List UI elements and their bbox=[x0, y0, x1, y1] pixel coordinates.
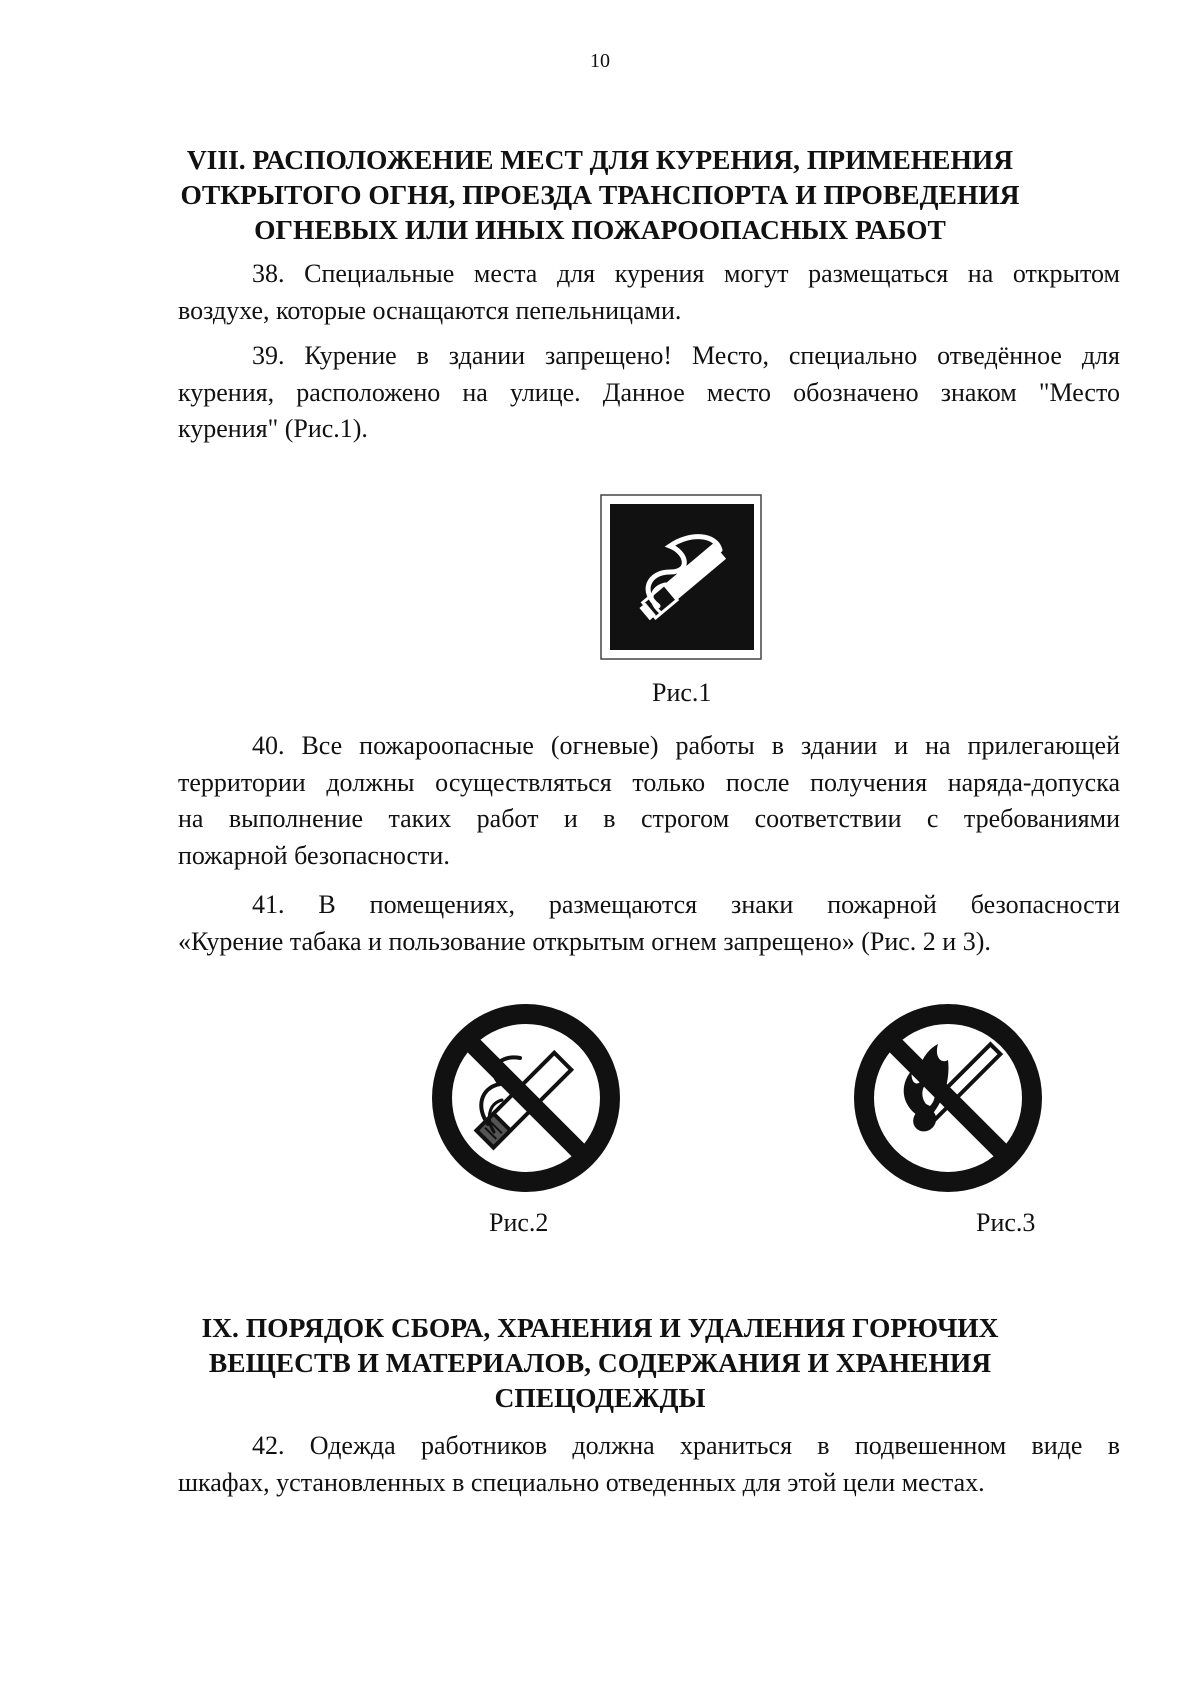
section-9-heading bbox=[150, 1310, 1050, 1415]
paragraph-41 bbox=[178, 887, 1120, 960]
section-9-heading-line: ВЕЩЕСТВ И МАТЕРИАЛОВ, СОДЕРЖАНИЯ И ХРАНЕНИЯ bbox=[208, 1347, 992, 1378]
figure-2 bbox=[428, 1000, 624, 1201]
page-number: 10 bbox=[590, 50, 610, 72]
figure-1-caption: Рис.1 bbox=[652, 678, 712, 707]
section-8-heading-line: ОГНЕВЫХ ИЛИ ИНЫХ ПОЖАРООПАСНЫХ РАБОТ bbox=[254, 214, 946, 245]
figure-3-caption: Рис.3 bbox=[976, 1208, 1036, 1237]
section-8-heading-line: ОТКРЫТОГО ОГНЯ, ПРОЕЗДА ТРАНСПОРТА И ПРОВЕДЕНИЯ bbox=[180, 179, 1020, 210]
section-8-heading-line: VIII. РАСПОЛОЖЕНИЕ МЕСТ ДЛЯ КУРЕНИЯ, ПРИМЕНЕНИЯ bbox=[186, 144, 1014, 175]
paragraph-42 bbox=[178, 1428, 1120, 1501]
figure-3 bbox=[850, 1000, 1046, 1201]
paragraph-line: 38. Специальные места для курения могут размещаться на открытом bbox=[252, 259, 1120, 288]
paragraph-line: 39. Курение в здании запрещено! Место, специально отведённое для bbox=[252, 341, 1120, 370]
section-9-heading-line: IX. ПОРЯДОК СБОРА, ХРАНЕНИЯ И УДАЛЕНИЯ ГОРЮЧИХ bbox=[201, 1312, 999, 1343]
paragraph-line: на выполнение таких работ и в строгом соответствии с требованиями bbox=[178, 804, 1120, 833]
paragraph-line: курения" (Рис.1). bbox=[178, 414, 368, 443]
section-8-heading bbox=[150, 142, 1050, 247]
paragraph-line: 41. В помещениях, размещаются знаки пожарной безопасности bbox=[252, 890, 1120, 919]
paragraph-39 bbox=[178, 338, 1120, 448]
smoking-area-sign-icon bbox=[600, 494, 764, 662]
paragraph-line: 42. Одежда работников должна храниться в подвешенном виде в bbox=[252, 1431, 1120, 1460]
figure-1 bbox=[600, 494, 764, 667]
paragraph-line: пожарной безопасности. bbox=[178, 840, 450, 870]
section-9-heading-line: СПЕЦОДЕЖДЫ bbox=[494, 1382, 706, 1413]
paragraph-line: шкафах, установленных в специально отведенных для этой цели местах. bbox=[178, 1467, 985, 1497]
no-open-flame-sign-icon bbox=[850, 1000, 1046, 1196]
paragraph-40 bbox=[178, 728, 1120, 874]
paragraph-line: «Курение табака и пользование открытым огнем запрещено» (Рис. 2 и 3). bbox=[178, 926, 991, 956]
paragraph-line: курения, расположено на улице. Данное место обозначено знаком "Место bbox=[178, 377, 1120, 407]
paragraph-line: территории должны осуществляться только после получения наряда-допуска bbox=[178, 767, 1120, 797]
paragraph-line: 40. Все пожароопасные (огневые) работы в здании и на прилегающей bbox=[252, 731, 1120, 760]
no-smoking-sign-icon bbox=[428, 1000, 624, 1196]
paragraph-38 bbox=[178, 256, 1120, 329]
figure-2-caption: Рис.2 bbox=[489, 1208, 549, 1237]
paragraph-line: воздухе, которые оснащаются пепельницами. bbox=[178, 295, 682, 325]
